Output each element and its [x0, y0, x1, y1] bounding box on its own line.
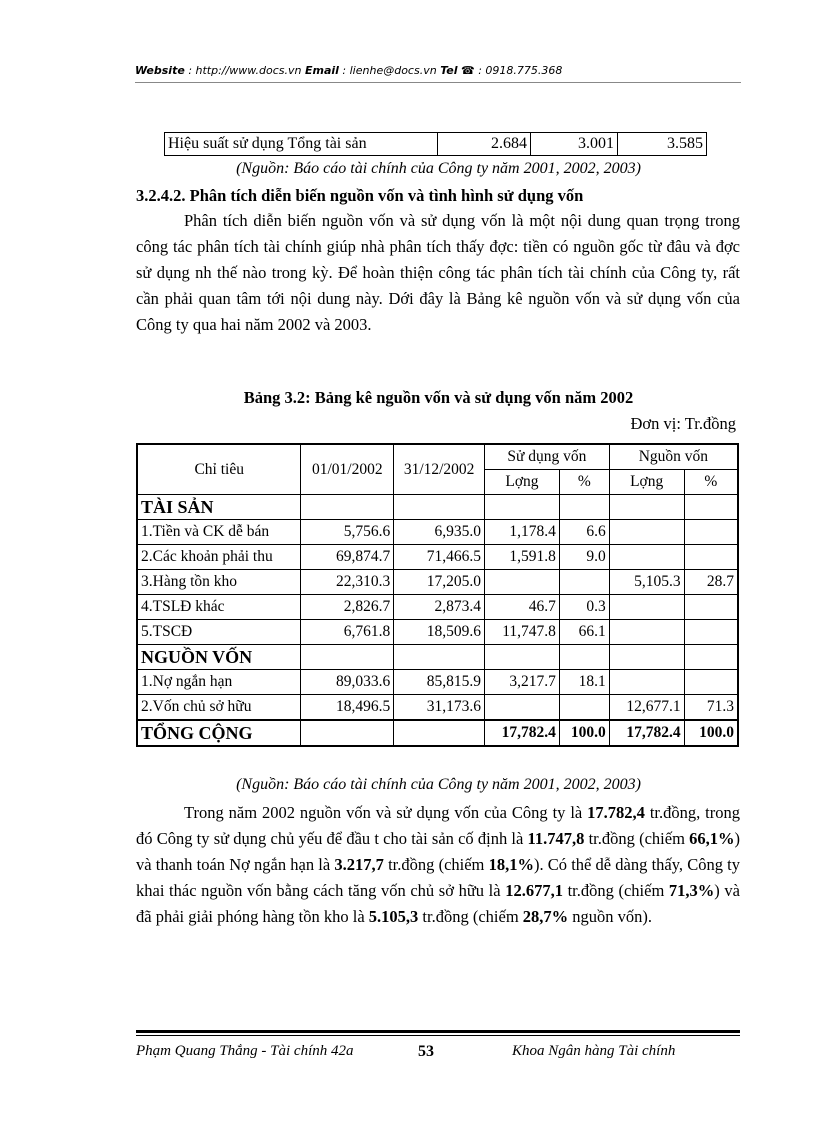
- header-chi-tieu: Chỉ tiêu: [137, 444, 301, 495]
- cell-sd-pct: [559, 695, 609, 721]
- table-row: [137, 620, 738, 645]
- phone-icon: ☎: [461, 64, 475, 77]
- cell-d2: 6,935.0: [394, 520, 485, 545]
- header-sd-pct: %: [559, 470, 609, 495]
- table-row: [137, 545, 738, 570]
- table-title: Bảng 3.2: Bảng kê nguồn vốn và sử dụng vốn năm 2002: [243, 388, 634, 407]
- cell-sd-pct: 6.6: [559, 520, 609, 545]
- row-label: Hiệu suất sử dụng Tổng tài sản: [165, 133, 438, 156]
- footer-dept: Khoa Ngân hàng Tài chính: [512, 1043, 676, 1059]
- cell-d2: 2,873.4: [394, 595, 485, 620]
- cell-sd-pct: 18.1: [559, 670, 609, 695]
- email-label: Email: [304, 64, 339, 77]
- value-2003: 3.585: [618, 133, 707, 156]
- header-nv-luong: Lợng: [609, 470, 684, 495]
- table-row: [137, 570, 738, 595]
- section-title: 3.2.4.2. Phân tích diễn biến nguồn vốn và tình hình sử dụng vốn: [136, 186, 584, 205]
- cell-sd-pct: 66.1: [559, 620, 609, 645]
- conclusion-text: Trong năm 2002 nguồn vốn và sử dụng vốn của Công ty là 17.782,4 tr.đồng, trong đó Công ty sử dụng chủ yếu để đầu t cho tài sản cố định là 11.747,8 tr.đồng (chiếm 66,1%) và thanh toán Nợ ngắn hạn là 3.217,7 tr.đồng (chiếm 18,1%). Có thể dễ dàng thấy, Công ty khai thác nguồn vốn bằng cách tăng vốn chủ sở hữu là 12.677,1 tr.đồng (chiếm 71,3%) và đã phải giải phóng hàng tồn kho là 5.105,3 tr.đồng (chiếm 28,7% nguồn vốn).: [136, 803, 741, 926]
- table-row: [137, 695, 738, 721]
- section-label: NGUỒN VỐN: [137, 645, 301, 670]
- funds-table: [136, 443, 739, 747]
- cell-sd-luong: 1,591.8: [485, 545, 560, 570]
- source-note-2: (Nguồn: Báo cáo tài chính của Công ty năm 2001, 2002, 2003): [236, 776, 641, 793]
- value-2002: 3.001: [531, 133, 618, 156]
- cell-nv-luong: [609, 620, 684, 645]
- cell-d1: 2,826.7: [301, 595, 394, 620]
- total-label: TỔNG CỘNG: [137, 720, 301, 746]
- cell-d1: 5,756.6: [301, 520, 394, 545]
- tel-label: Tel: [440, 64, 458, 77]
- cell-nv-pct: [684, 520, 738, 545]
- cell-d2: 71,466.5: [394, 545, 485, 570]
- website-label: Website: [135, 64, 185, 77]
- section-row-assets: [137, 495, 738, 520]
- cell-d1: 22,310.3: [301, 570, 394, 595]
- email-value[interactable]: : lienhe@docs.vn: [342, 64, 437, 77]
- cell-d1: 18,496.5: [301, 695, 394, 721]
- header-sd-luong: Lợng: [485, 470, 560, 495]
- cell-sd-luong: 1,178.4: [485, 520, 560, 545]
- cell-nv-luong: [609, 520, 684, 545]
- cell-nv-pct: [684, 620, 738, 645]
- cell-sd-luong: 3,217.7: [485, 670, 560, 695]
- header-nv-pct: %: [684, 470, 738, 495]
- row-label: 2.Các khoản phải thu: [137, 545, 301, 570]
- cell-nv-pct: [684, 595, 738, 620]
- cell-nv-luong: [609, 670, 684, 695]
- table-row: [137, 670, 738, 695]
- table-header-row: [137, 444, 738, 470]
- page-header: [135, 62, 741, 80]
- row-label: 3.Hàng tồn kho: [137, 570, 301, 595]
- cell-sd-pct: [559, 570, 609, 595]
- cell-nv-pct: [684, 545, 738, 570]
- row-label: 1.Nợ ngắn hạn: [137, 670, 301, 695]
- cell-sd-pct: 0.3: [559, 595, 609, 620]
- value-2001: 2.684: [438, 133, 531, 156]
- page-number: 53: [418, 1043, 434, 1060]
- cell-nv-pct: 28.7: [684, 570, 738, 595]
- cell-sd-luong: [485, 570, 560, 595]
- source-note: (Nguồn: Báo cáo tài chính của Công ty năm 2001, 2002, 2003): [236, 160, 641, 177]
- cell-d2: 18,509.6: [394, 620, 485, 645]
- cell-nv-luong: 12,677.1: [609, 695, 684, 721]
- tel-value: : 0918.775.368: [478, 64, 563, 77]
- row-label: 1.Tiền và CK dễ bán: [137, 520, 301, 545]
- row-label: 2.Vốn chủ sở hữu: [137, 695, 301, 721]
- header-nguon-von: Nguồn vốn: [609, 444, 738, 470]
- footer-divider: [136, 1030, 740, 1033]
- cell-d1: 6,761.8: [301, 620, 394, 645]
- cell-nv-luong: [609, 595, 684, 620]
- total-nv-luong: 17,782.4: [609, 720, 684, 746]
- header-su-dung-von: Sử dụng vốn: [485, 444, 610, 470]
- table-row: [137, 595, 738, 620]
- header-date1: 01/01/2002: [301, 444, 394, 495]
- cell-nv-luong: 5,105.3: [609, 570, 684, 595]
- asset-rows: [137, 520, 738, 645]
- cell-nv-luong: [609, 545, 684, 570]
- source-rows: [137, 670, 738, 721]
- total-nv-pct: 100.0: [684, 720, 738, 746]
- cell-sd-luong: 11,747.8: [485, 620, 560, 645]
- cell-sd-luong: [485, 695, 560, 721]
- header-divider: [135, 82, 741, 83]
- row-label: 4.TSLĐ khác: [137, 595, 301, 620]
- cell-d2: 85,815.9: [394, 670, 485, 695]
- table-row: [165, 133, 707, 156]
- section-row-sources: [137, 645, 738, 670]
- website-value[interactable]: : http://www.docs.vn: [188, 64, 302, 77]
- footer-divider-thin: [136, 1035, 740, 1036]
- intro-text: Phân tích diễn biến nguồn vốn và sử dụng vốn là một nội dung quan trọng trong công tác phân tích tài chính giúp nhà phân tích thấy đợc: tiền có nguồn gốc từ đâu và đợc sử dụng nh thế nào trong kỳ. Để hoàn thiện công tác phân tích tài chính của Công ty, rất cần phải quan tâm tới nội dung này. Dới đây là Bảng kê nguồn vốn và sử dụng vốn của Công ty qua hai năm 2002 và 2003.: [136, 211, 740, 334]
- section-label: TÀI SẢN: [137, 495, 301, 520]
- footer-author: Phạm Quang Thắng - Tài chính 42a: [136, 1043, 354, 1059]
- cell-sd-pct: 9.0: [559, 545, 609, 570]
- conclusion-paragraph: [136, 800, 740, 930]
- header-date2: 31/12/2002: [394, 444, 485, 495]
- table-row: [137, 520, 738, 545]
- cell-d2: 17,205.0: [394, 570, 485, 595]
- intro-paragraph: [136, 208, 740, 338]
- cell-nv-pct: 71.3: [684, 695, 738, 721]
- cell-nv-pct: [684, 670, 738, 695]
- row-label: 5.TSCĐ: [137, 620, 301, 645]
- total-row: [137, 720, 738, 746]
- cell-d2: 31,173.6: [394, 695, 485, 721]
- total-sd-luong: 17,782.4: [485, 720, 560, 746]
- total-sd-pct: 100.0: [559, 720, 609, 746]
- table-unit: Đơn vị: Tr.đồng: [630, 414, 736, 433]
- cell-d1: 69,874.7: [301, 545, 394, 570]
- efficiency-table: [164, 132, 707, 156]
- cell-d1: 89,033.6: [301, 670, 394, 695]
- cell-sd-luong: 46.7: [485, 595, 560, 620]
